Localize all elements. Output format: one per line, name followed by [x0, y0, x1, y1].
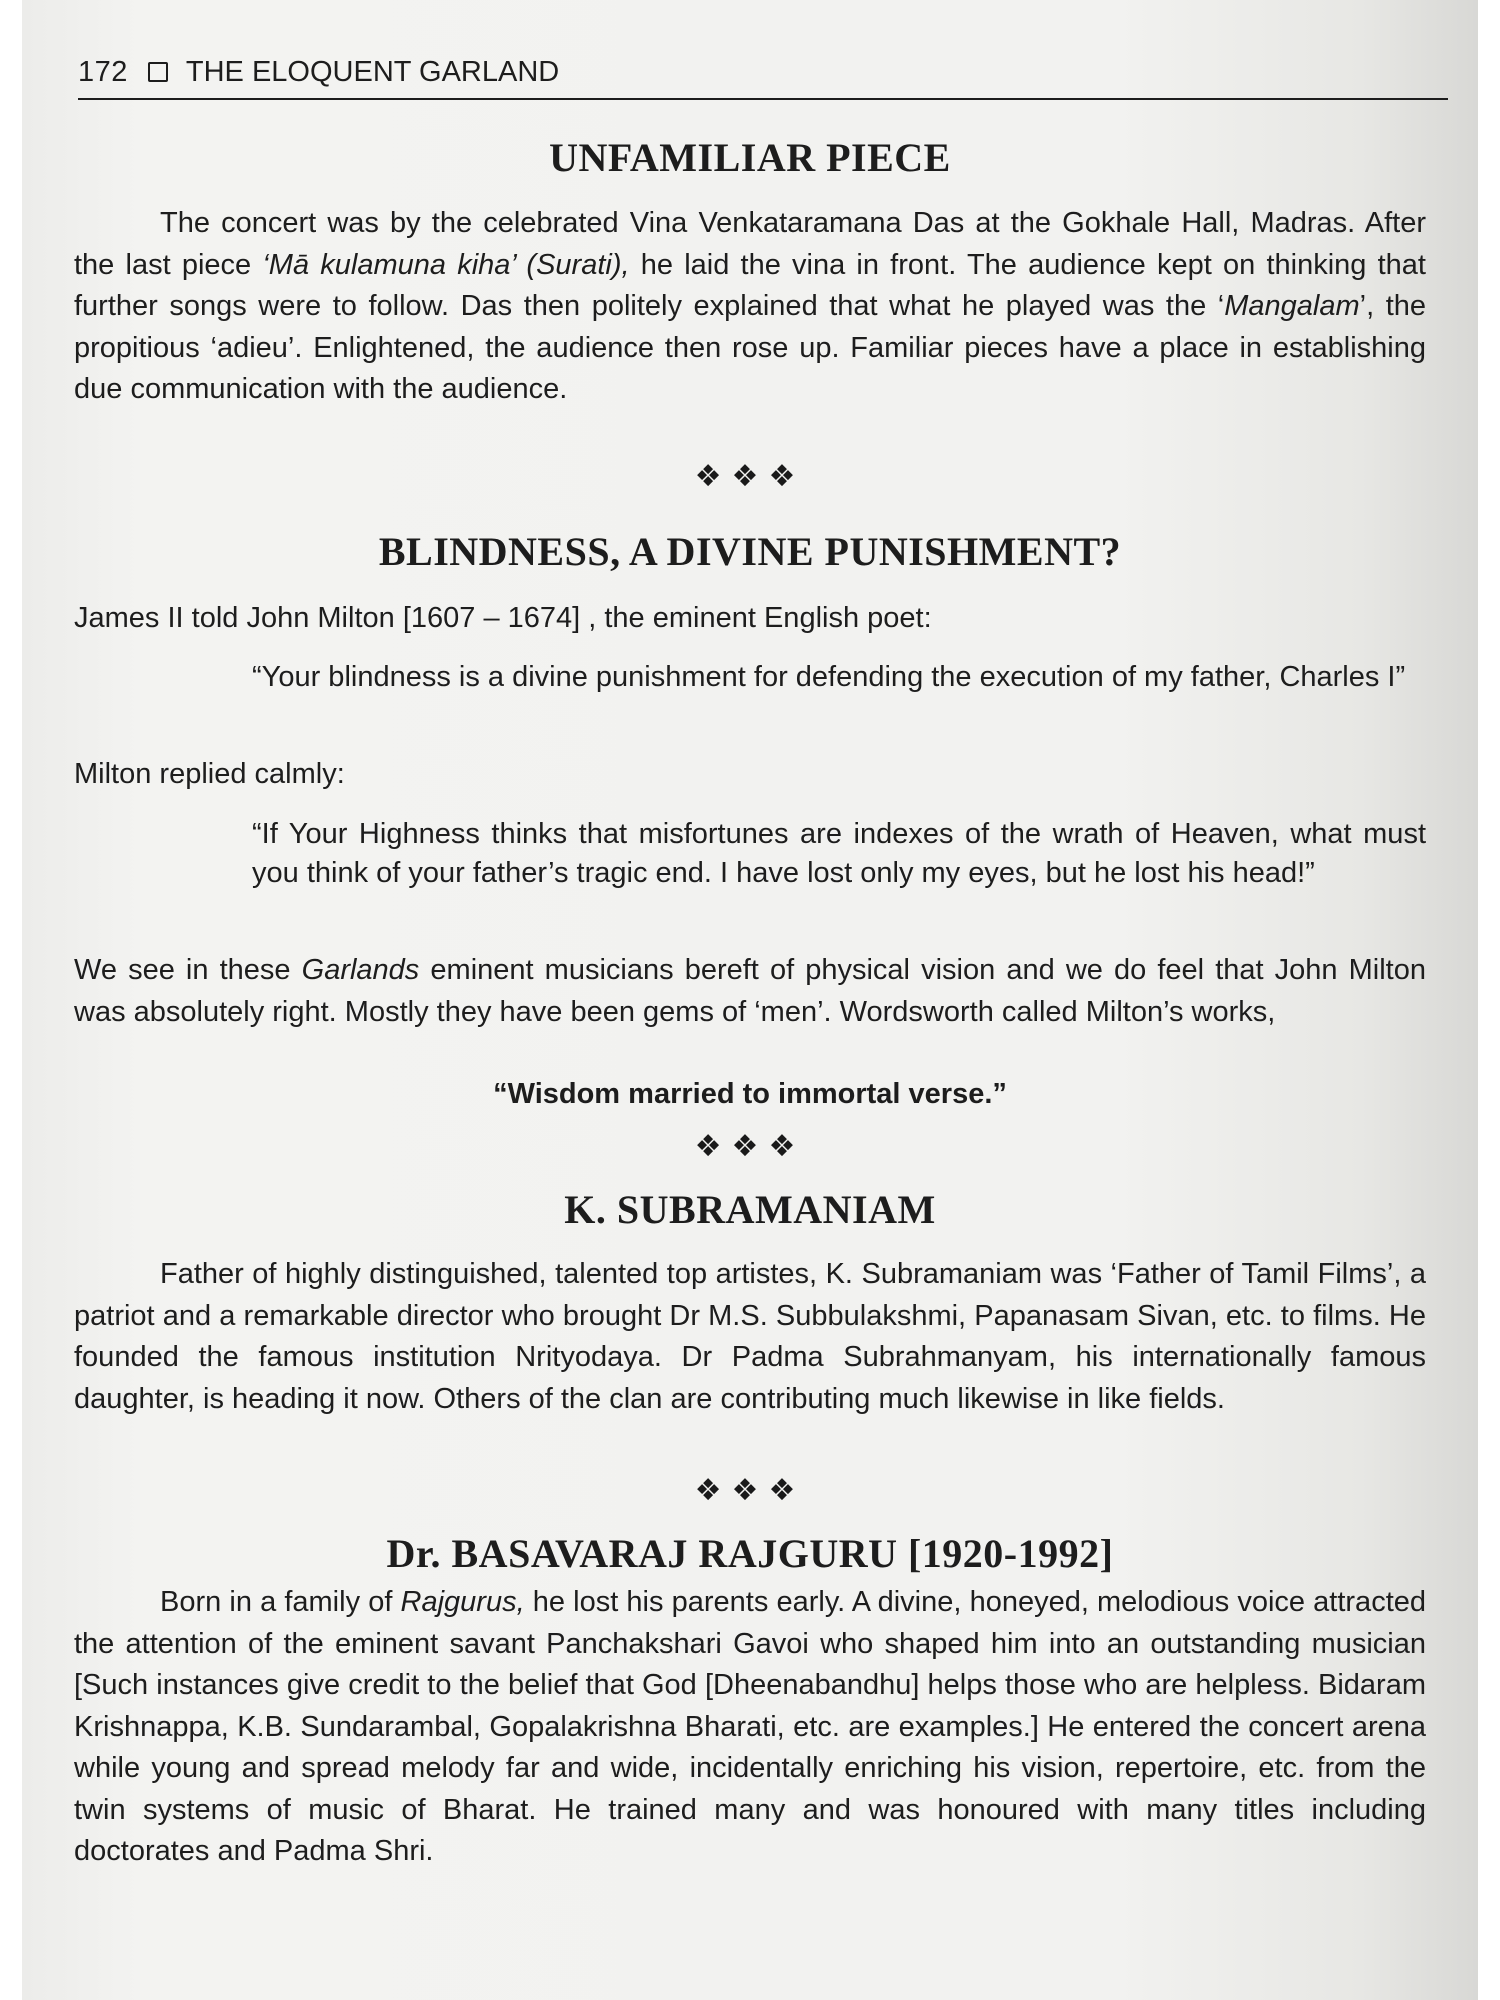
book-title: THE ELOQUENT GARLAND	[185, 55, 560, 88]
wordsworth-quote: “Wisdom married to immortal verse.”	[493, 1078, 1007, 1110]
square-bullet-icon	[148, 62, 168, 82]
garlands-paragraph: We see in these Garlands eminent musicians bereft of physical vision and we do feel that John Milton was absolutely right. Mostly they have been gems of ‘men’. Wordsworth called Milton’s works,	[74, 954, 1426, 1028]
james-quote: “Your blindness is a divine punishment for defending the execution of my father, Charles I”	[252, 661, 1406, 693]
page-number: 172	[78, 55, 128, 88]
unfamiliar-piece-paragraph: The concert was by the celebrated Vina Venkataramana Das at the Gokhale Hall, Madras. After the last piece ‘Mā kulamuna kiha’ (Surati), he laid the vina in front. The audience kept on thinking that further songs were to follow. Das then politely explained that what he played was the ‘Mangalam’, the propitious ‘adieu’. Enlightened, the audience then rose up. Familiar pieces have a place in establishing due communication with the audience.	[74, 207, 1427, 405]
section-title-subramaniam: K. SUBRAMANIAM	[564, 1187, 936, 1232]
header-rule	[78, 98, 1448, 100]
rajguru-paragraph: Born in a family of Rajgurus, he lost his parents early. A divine, honeyed, melodious voice attracted the attention of the eminent savant Panchakshari Gavoi who shaped him into an outstanding musician [Such instances give credit to the belief that God [Dheenabandhu] helps those who are helpless. Bidaram Krishnappa, K.B. Sundarambal, Gopalakrishna Bharati, etc. are examples.] He entered the concert arena while young and spread melody far and wide, incidentally enriching his vision, repertoire, etc. from the twin systems of music of Bharat. He trained many and was honoured with many titles including doctorates and Padma Shri.	[74, 1586, 1427, 1867]
section-ornament: ❖❖❖	[694, 1130, 806, 1163]
book-page	[22, 0, 1478, 2000]
milton-reply-intro: Milton replied calmly:	[74, 758, 345, 790]
section-title-blindness: BLINDNESS, A DIVINE PUNISHMENT?	[378, 529, 1122, 574]
section-ornament: ❖❖❖	[694, 460, 806, 493]
milton-quote: “If Your Highness thinks that misfortunes are indexes of the wrath of Heaven, what must you think of your father’s tragic end. I have lost only my eyes, but he lost his head!”	[252, 818, 1426, 889]
section-ornament: ❖❖❖	[694, 1474, 806, 1507]
running-header	[78, 48, 1446, 96]
subramaniam-paragraph: Father of highly distinguished, talented top artistes, K. Subramaniam was ‘Father of Tamil Films’, a patriot and a remarkable director who brought Dr M.S. Subbulakshmi, Papanasam Sivan, etc. to films. He founded the famous institution Nrityodaya. Dr Padma Subrahmanyam, his internationally famous daughter, is heading it now. Others of the clan are contributing much likewise in like fields.	[74, 1258, 1426, 1415]
section-title-rajguru: Dr. BASAVARAJ RAJGURU [1920-1992]	[386, 1531, 1114, 1576]
blindness-intro: James II told John Milton [1607 – 1674] , the eminent English poet:	[74, 602, 932, 634]
section-title-unfamiliar-piece: UNFAMILIAR PIECE	[549, 135, 951, 180]
